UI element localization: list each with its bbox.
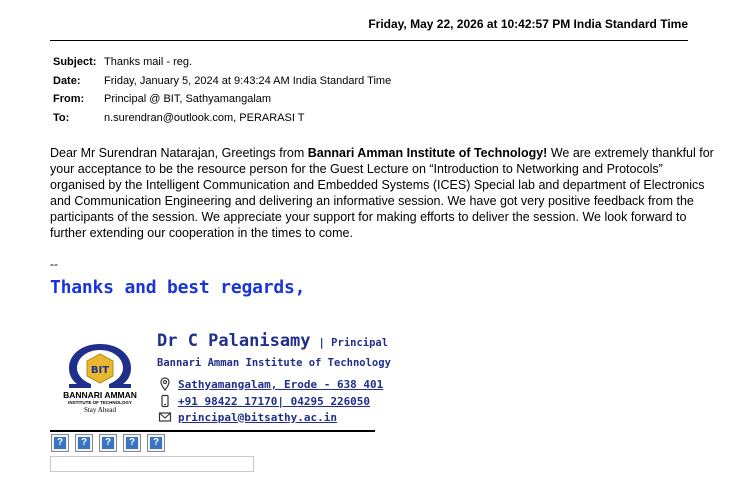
phone-link[interactable]: +91 98422 17170| 04295 226050 xyxy=(178,394,371,408)
logo-line2: INSTITUTE OF TECHNOLOGY xyxy=(68,400,132,405)
signature-name: Dr C Palanisamy xyxy=(157,331,311,351)
social-link-3[interactable] xyxy=(99,434,117,452)
subject-label: Subject: xyxy=(53,56,97,69)
social-link-2[interactable] xyxy=(75,434,93,452)
signature-name-line xyxy=(157,331,388,351)
phone-icon xyxy=(158,394,172,408)
missing-image-icon: ? xyxy=(102,437,114,449)
missing-image-icon: ? xyxy=(78,437,90,449)
location-pin-icon xyxy=(158,377,172,391)
signature-institution: Bannari Amman Institute of Technology xyxy=(157,357,391,369)
address-link[interactable]: Sathyamangalam, Erode - 638 401 xyxy=(178,377,384,391)
social-link-5[interactable] xyxy=(147,434,165,452)
body-greeting: Dear Mr Surendran Natarajan, Greetings from xyxy=(50,146,308,160)
signature-divider xyxy=(50,430,375,432)
date-row xyxy=(53,72,391,91)
to-label: To: xyxy=(53,111,70,124)
signature-separator: -- xyxy=(50,257,58,271)
subject-row xyxy=(53,53,391,72)
missing-image-icon: ? xyxy=(150,437,162,449)
body-rest: We are extremely thankful for your acceptance to be the resource person for the Guest Lecture on “Introduction to Networking and Protocols” organised by the Intelligent Communication and Embedded Systems (ICES) Special lab and department of Electronics and Communication Engineering and delivering an informative session. We have got very positive feedback from the participants of the session. We appreciate your support for making efforts to deliver the session. We look forward to further extending our cooperation in the times to come. xyxy=(50,146,714,240)
from-label: From: xyxy=(53,93,85,106)
contact-email xyxy=(158,410,337,424)
empty-image-placeholder xyxy=(50,456,254,472)
social-link-1[interactable] xyxy=(51,434,69,452)
regards-text: Thanks and best regards, xyxy=(50,277,306,298)
logo-mark: BIT xyxy=(90,365,110,376)
from-row xyxy=(53,90,391,109)
missing-image-icon: ? xyxy=(126,437,138,449)
missing-image-icon: ? xyxy=(54,437,66,449)
date-label: Date: xyxy=(53,74,81,87)
institution-logo xyxy=(55,340,145,414)
contact-address xyxy=(158,377,383,391)
header-divider xyxy=(50,40,688,41)
from-value: Principal @ BIT, Sathyamangalam xyxy=(104,93,272,106)
logo-line1: BANNARI AMMAN xyxy=(63,390,137,400)
email-body xyxy=(50,145,718,241)
email-link[interactable]: principal@bitsathy.ac.in xyxy=(178,410,337,424)
date-value: Friday, January 5, 2024 at 9:43:24 AM India Standard Time xyxy=(104,74,392,87)
subject-value: Thanks mail - reg. xyxy=(104,56,193,69)
mail-icon xyxy=(158,410,172,424)
contact-phone xyxy=(158,394,370,408)
social-link-4[interactable] xyxy=(123,434,141,452)
logo-tagline: Stay Ahead xyxy=(83,406,117,414)
body-institution: Bannari Amman Institute of Technology! xyxy=(307,146,548,160)
to-row xyxy=(53,109,391,128)
print-date: Friday, May 22, 2026 at 10:42:57 PM India Standard Time xyxy=(368,17,688,31)
email-headers xyxy=(53,53,391,127)
signature-role: | Principal xyxy=(318,337,389,349)
to-value: n.surendran@outlook.com, PERARASI T xyxy=(104,111,305,124)
social-icons xyxy=(51,434,165,452)
